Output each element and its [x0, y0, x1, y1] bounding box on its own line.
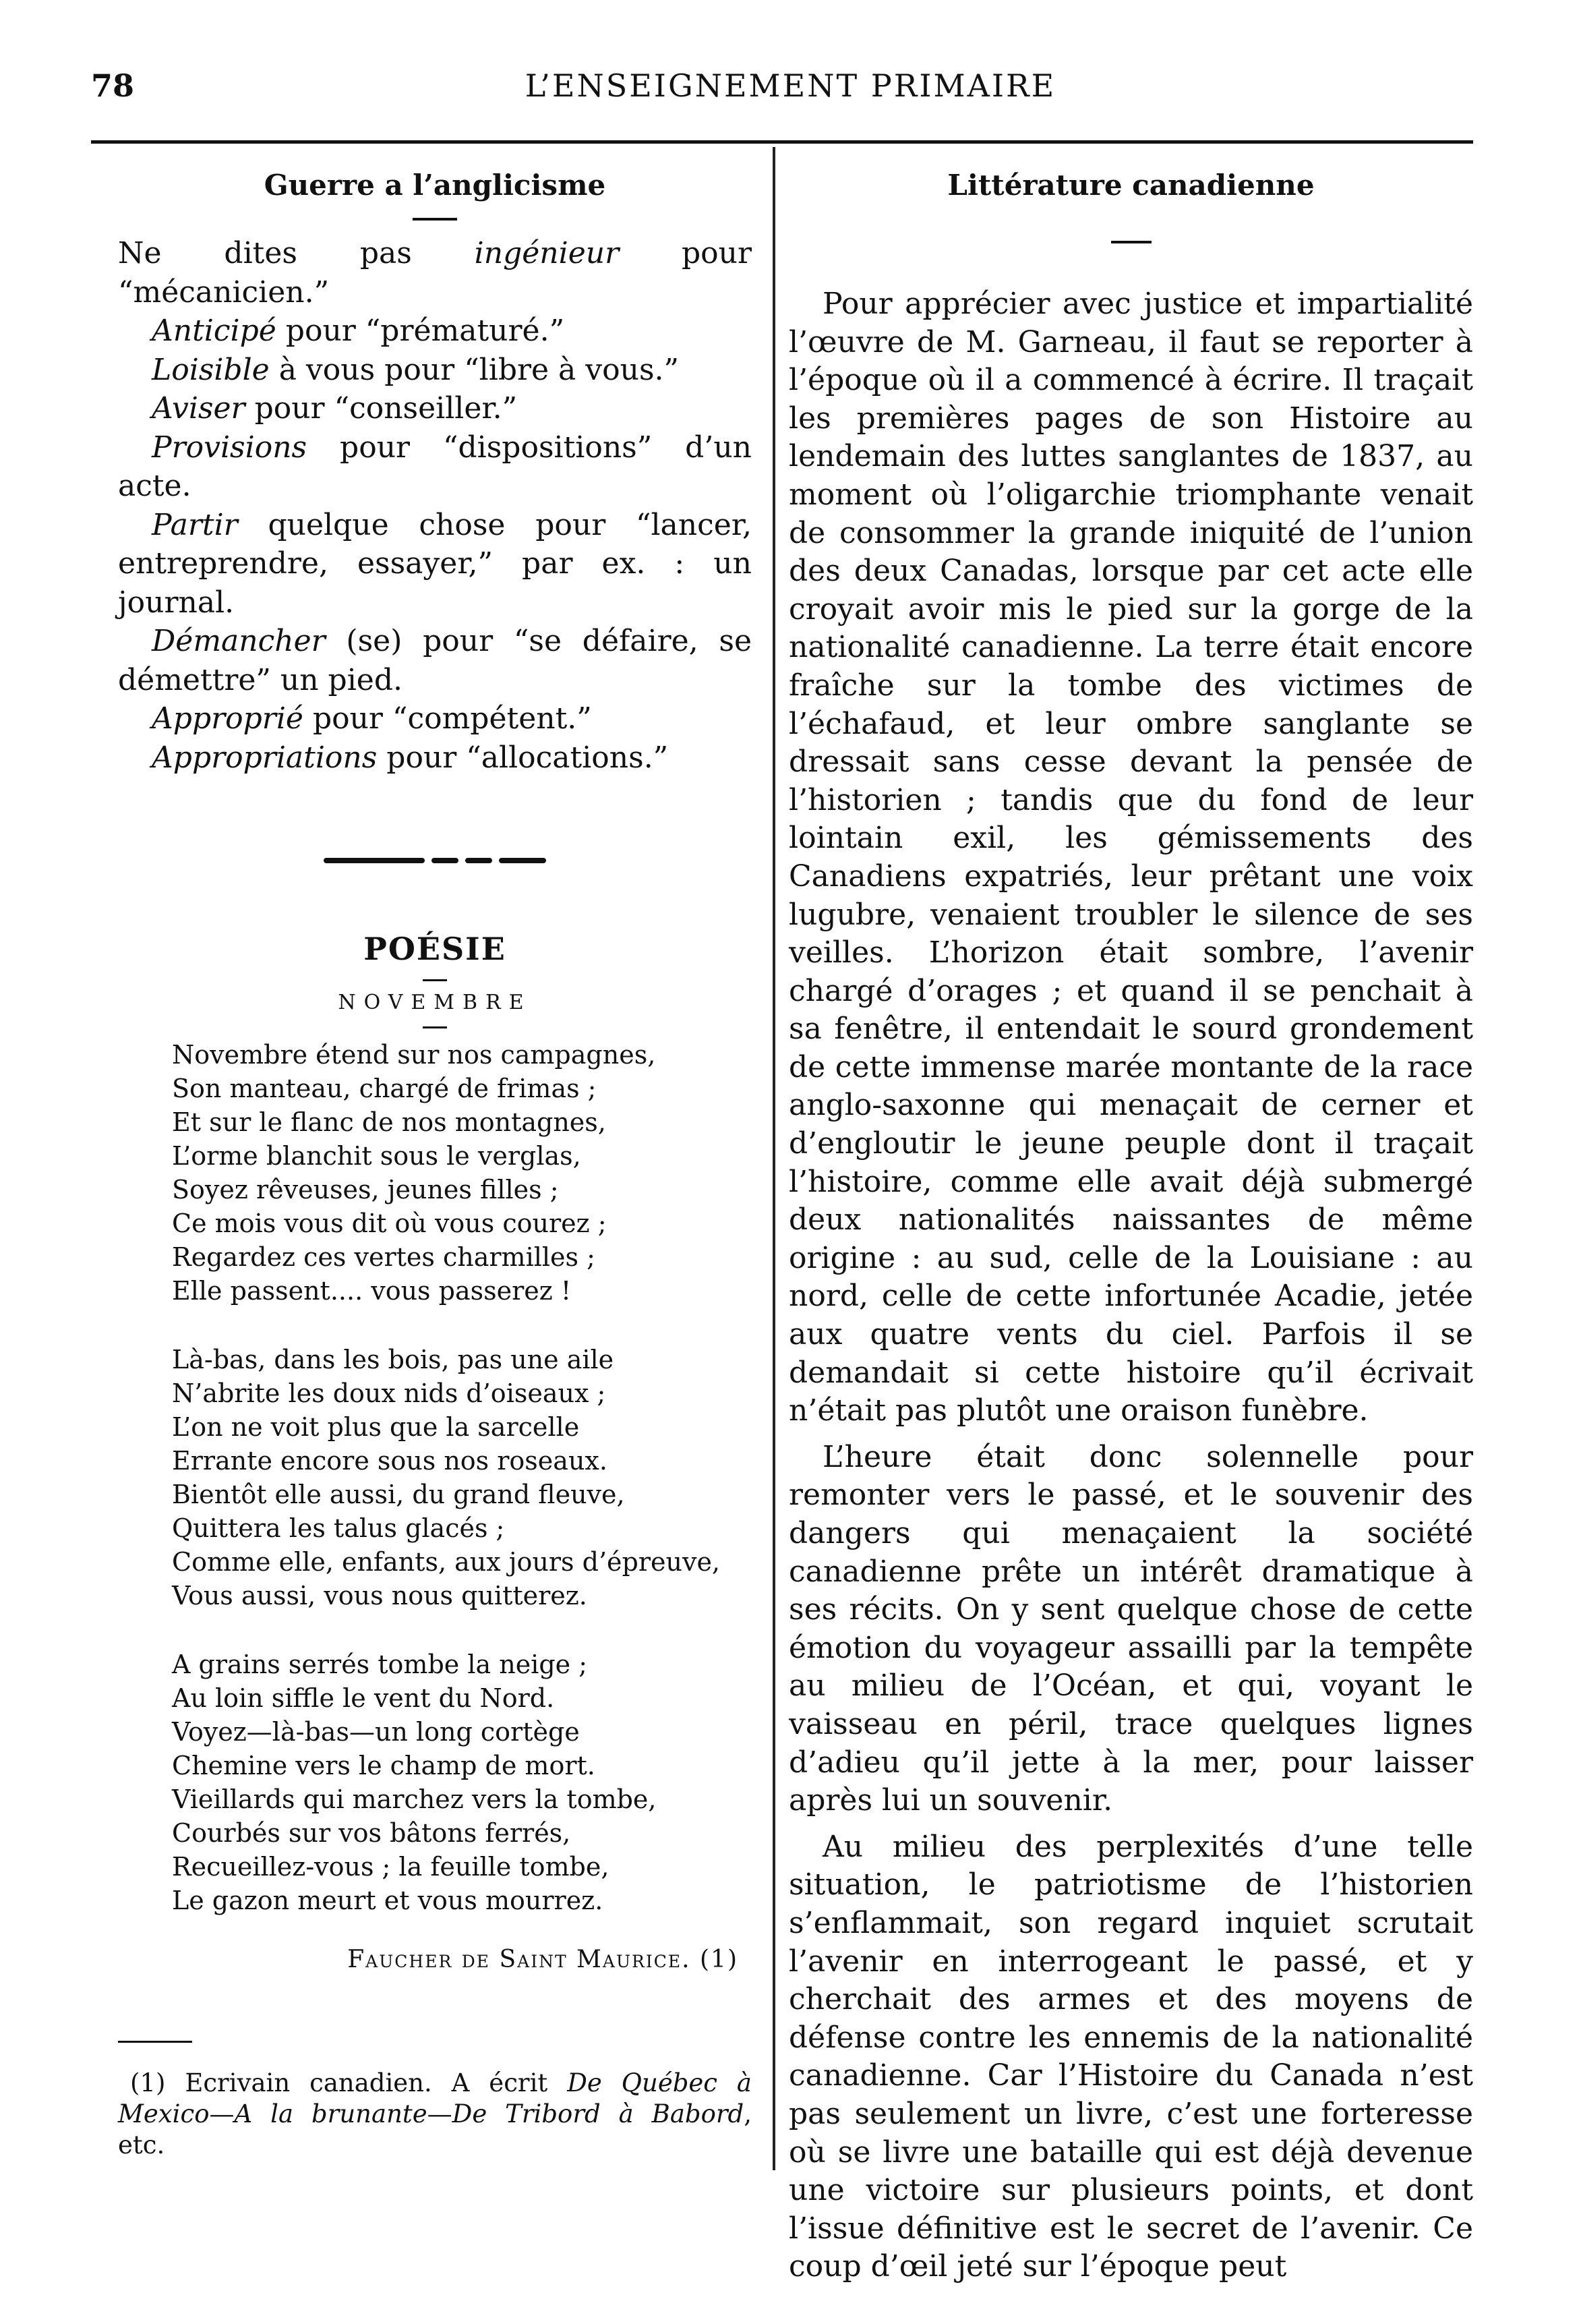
right-column: [789, 169, 1473, 2294]
anglicisme-correction: à vous pour “libre à vous.”: [269, 352, 680, 387]
poem-stanza: [172, 1343, 752, 1613]
anglicisme-correction: quelque chose pour “lancer, entreprendre, essayer,” par ex. : un journal.: [118, 507, 752, 620]
footnote: [118, 2068, 752, 2161]
header-rule: [91, 140, 1473, 144]
poem-verse: L’on ne voit plus que la sarcelle: [172, 1412, 580, 1442]
footnote-rule: [118, 2041, 192, 2043]
poem-verse: Novembre étend sur nos campagnes,: [172, 1040, 656, 1070]
poem-verse: N’abrite les doux nids d’oiseaux ;: [172, 1378, 606, 1408]
anglicisme-term: Anticipé: [152, 314, 276, 348]
anglicisme-entry: [118, 699, 752, 738]
anglicisme-correction: pour “allocations.”: [377, 740, 669, 775]
anglicisme-correction: pour “conseiller.”: [245, 391, 518, 426]
anglicisme-entry: [118, 428, 752, 506]
anglicisme-entry: [118, 622, 752, 699]
anglicisme-entry: [118, 312, 752, 351]
footnote-work-title: De Tribord à Babord: [452, 2099, 744, 2128]
article-paragraph: Au milieu des perplexités d’une telle situation, le patriotisme de l’historien s’enflammait, son regard inquiet scrutait l’avenir en interrogeant le passé, et y cherchait des armes et des moyens de défense contre les ennemis de la nationalité canadienne. Car l’Histoire du Canada n’est pas seulement un livre, c’est une forteresse où se livre une bataille qui est déjà devenue une victoire sur plusieurs points, et dont l’issue définitive est le secret de l’avenir. Ce coup d’œil jeté sur l’époque peut: [789, 1829, 1473, 2284]
anglicisme-correction: pour “prématuré.”: [276, 314, 565, 348]
anglicisme-term: Aviser: [152, 391, 245, 426]
poem-verse: Vieillards qui marchez vers la tombe,: [172, 1784, 657, 1814]
anglicisme-correction: pour “compétent.”: [303, 701, 592, 736]
poem-verse: Ce mois vous dit où vous courez ;: [172, 1209, 607, 1238]
title-rule: [413, 218, 457, 221]
anglicisme-term: Partir: [152, 507, 238, 542]
anglicisme-term: Approprié: [152, 701, 303, 736]
footnote-tail: , etc.: [118, 2099, 752, 2159]
article-paragraph: L’heure était donc solennelle pour remonter vers le passé, et le souvenir des dangers qui menaçaient la société canadienne prête un intérêt dramatique à ses récits. On y sent quelque chose de cette émotion du voyageur assailli par la tempête au milieu de l’Océan, et qui, voyant le vaisseau en péril, trace quelques lignes d’adieu qu’il jette à la mer, pour laisser après lui un souvenir.: [789, 1439, 1473, 1818]
poem-title: NOVEMBRE: [338, 991, 532, 1014]
footnote-work-title: A la brunante: [234, 2099, 427, 2128]
poem-verse: Recueillez-vous ; la feuille tombe,: [172, 1852, 609, 1882]
poem-verse: Bientôt elle aussi, du grand fleuve,: [172, 1480, 625, 1509]
footnote-separator: —: [427, 2099, 452, 2128]
poem-body: [172, 1038, 752, 1917]
poem-title-rule: [423, 1026, 447, 1028]
anglicisme-entry: [118, 351, 752, 390]
anglicisme-term: Appropriations: [152, 740, 378, 775]
poem-verse: Là-bas, dans les bois, pas une aile: [172, 1345, 614, 1374]
poem-author-signature: Faucher de Saint Maurice. (1): [347, 1946, 738, 1973]
anglicisme-entry: [118, 389, 752, 428]
anglicisme-entry: [118, 738, 752, 778]
poem-verse: Regardez ces vertes charmilles ;: [172, 1242, 595, 1272]
anglicisme-term: Loisible: [152, 352, 270, 387]
poem-verse: Courbés sur vos bâtons ferrés,: [172, 1818, 571, 1848]
poem-stanza: [172, 1648, 752, 1917]
anglicisme-prefix: Ne dites pas: [118, 236, 475, 270]
poem-verse: Chemine vers le champ de mort.: [172, 1751, 595, 1780]
anglicisme-entry: [118, 234, 752, 312]
litterature-title: Littérature canadienne: [947, 169, 1315, 202]
poesie-section-title: POÉSIE: [363, 931, 506, 967]
poem-verse: Voyez—là-bas—un long cortège: [172, 1717, 580, 1747]
article-paragraph: Pour apprécier avec justice et impartialité l’œuvre de M. Garneau, il faut se reporter à l’époque où il a commencé à écrire. Il traçait les premières pages de son Histoire au lendemain des luttes sanglantes de 1837, au moment où l’oligarchie triomphante venait de consommer la grande iniquité de l’union des deux Canadas, lorsque par cet acte elle croyait avoir mis le pied sur la gorge de la nationalité canadienne. La terre était encore fraîche sur la tombe des victimes de l’échafaud, et leur ombre sanglante se dressait sans cesse devant la pensée de l’historien ; tandis que du fond de leur lointain exil, les gémissements des Canadiens expatriés, leur prêtant une voix lugubre, venaient troubler le silence de ses veilles. L’horizon était sombre, l’avenir chargé d’orages ; et quand il se penchait à sa fenêtre, il entendait le sourd grondement de cette immense marée montante de la race anglo-saxonne qui menaçait de cerner et d’engloutir le jeune peuple dont il traçait l’histoire, comme elle avait déjà submergé deux nationalités naissantes de même origine : au sud, celle de la Louisiane : au nord, celle de cette infortunée Acadie, jetée aux quatre vents du ciel. Parfois il se demandait si cette histoire qu’il écrivait n’était pas plutôt une oraison funèbre.: [789, 287, 1473, 1428]
anglicisme-list: [118, 234, 752, 777]
poem-verse: Et sur le flanc de nos montagnes,: [172, 1107, 606, 1137]
poem-verse: Le gazon meurt et vous mourrez.: [172, 1886, 603, 1915]
poem-verse: Vous aussi, vous nous quitterez.: [172, 1581, 587, 1610]
page-number: 78: [91, 67, 135, 104]
poesie-rule: [423, 979, 447, 981]
footnote-work-title: De Québec à Mexico: [118, 2068, 752, 2128]
poem-verse: Au loin siffle le vent du Nord.: [172, 1683, 555, 1713]
anglicisme-term: Provisions: [152, 430, 307, 465]
anglicisme-entry: [118, 506, 752, 622]
anglicisme-correction: pour “mécanicien.”: [118, 236, 752, 310]
poem-verse: L’orme blanchit sous le verglas,: [172, 1141, 581, 1171]
anglicisme-term: ingénieur: [474, 236, 620, 270]
poem-verse: Soyez rêveuses, jeunes filles ;: [172, 1175, 559, 1204]
poem-verse: Quittera les talus glacés ;: [172, 1513, 505, 1543]
poem-verse: Errante encore sous nos roseaux.: [172, 1446, 607, 1476]
poem-stanza: [172, 1038, 752, 1308]
poem-verse: A grains serrés tombe la neige ;: [172, 1650, 588, 1679]
column-divider: [773, 147, 775, 2170]
footnote-text: (1) Ecrivain canadien. A écrit: [130, 2068, 568, 2097]
footnote-separator: —: [209, 2099, 235, 2128]
left-column: [118, 169, 752, 2186]
running-header: L’ENSEIGNEMENT PRIMAIRE: [525, 67, 1056, 104]
poem-verse: Elle passent.... vous passerez !: [172, 1276, 572, 1306]
anglicisme-title: Guerre a l’anglicisme: [264, 169, 606, 202]
anglicisme-term: Démancher: [152, 624, 326, 658]
anglicisme-correction: (se) pour “se défaire, se démettre” un pied.: [118, 624, 752, 697]
anglicisme-correction: pour “dispositions” d’un acte.: [118, 430, 752, 503]
title-rule: [1111, 241, 1152, 243]
poem-verse: Son manteau, chargé de frimas ;: [172, 1074, 597, 1103]
section-separator-ornament: [324, 858, 546, 863]
poem-verse: Comme elle, enfants, aux jours d’épreuve,: [172, 1547, 721, 1577]
